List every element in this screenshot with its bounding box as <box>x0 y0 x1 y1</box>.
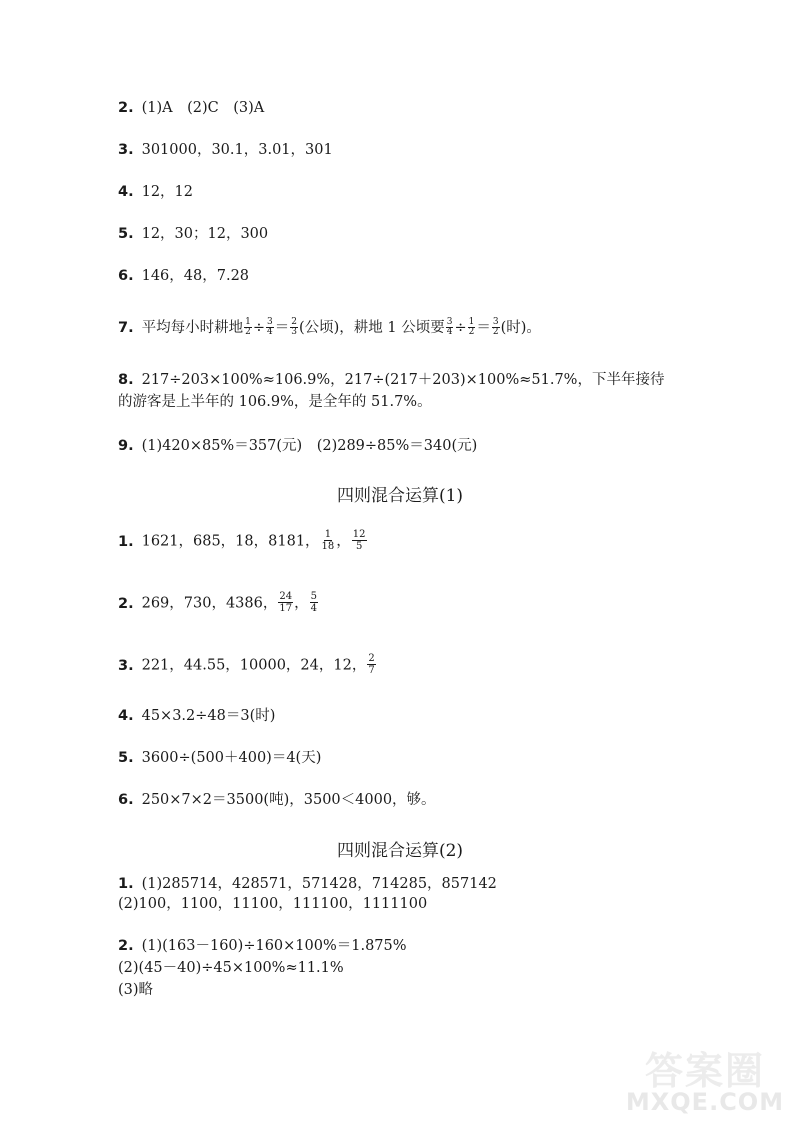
item-number: 3. <box>118 657 134 674</box>
item-text: 12，12 <box>141 184 194 200</box>
item-number: 2. <box>118 100 134 116</box>
item-text: 301000，30.1，3.01，301 <box>141 142 333 158</box>
section-title: 四则混合运算(2) <box>336 841 464 861</box>
item-number: 8. <box>118 372 134 388</box>
item-text: (1)A (2)C (3)A <box>141 100 265 116</box>
item-text: (2)100，1100，11100，111100，1111100 <box>118 896 428 912</box>
item-text: 217÷203×100%≈106.9%，217÷(217＋203)×100%≈51.7%，下半年接待 <box>141 372 665 388</box>
fraction: $\frac{1}{2}$ <box>468 316 475 337</box>
answer-item-3 <box>118 140 333 160</box>
answer-item-2: 2. 269，730，4386， $\frac{24}{17}$ ， $\frac{5}{4}$ <box>118 591 317 614</box>
answer-item-5 <box>118 748 321 768</box>
fraction: $\frac{3}{4}$ <box>446 316 453 337</box>
item-number: 5. <box>118 750 134 766</box>
answer-item-1 <box>118 874 497 894</box>
answer-item-2-cont <box>118 980 153 1000</box>
item-text: (1)420×85%＝357(元) (2)289÷85%＝340(元) <box>141 438 478 454</box>
watermark-url: MXQE.COM <box>625 1088 785 1116</box>
fraction: $\frac{2}{7}$ <box>368 653 375 676</box>
item-text: 250×7×2＝3500(吨)，3500＜4000，够。 <box>141 792 436 808</box>
answer-item-1-cont <box>118 894 427 914</box>
item-text: 146，48，7.28 <box>141 268 250 284</box>
section-title: 四则混合运算(1) <box>336 486 464 506</box>
item-number: 4. <box>118 708 134 724</box>
item-number: 6. <box>118 268 134 284</box>
answer-item-2 <box>118 98 264 118</box>
item-text: 12，30；12，300 <box>141 226 269 242</box>
fraction: $\frac{1}{18}$ <box>321 529 335 552</box>
watermark-text: 答案圈 <box>644 1049 765 1093</box>
answer-item-2 <box>118 936 407 956</box>
answer-item-2-cont <box>118 958 344 978</box>
answer-item-5 <box>118 224 268 244</box>
fraction: $\frac{12}{5}$ <box>352 529 366 552</box>
item-text: 1621，685，18，8181， <box>141 533 320 550</box>
item-text: 269，730，4386， <box>141 595 278 612</box>
item-number: 2. <box>118 938 134 954</box>
item-number: 4. <box>118 184 134 200</box>
answer-item-3 <box>118 654 377 677</box>
answer-item-4 <box>118 182 193 202</box>
answer-item-6 <box>118 790 436 810</box>
fraction: $\frac{24}{17}$ <box>279 591 293 614</box>
item-text: 3600÷(500＋400)＝4(天) <box>141 750 322 766</box>
item-number: 7. <box>118 320 134 336</box>
item-text: 平均每小时耕地 <box>141 320 244 336</box>
fraction: $\frac{2}{3}$ <box>291 316 297 337</box>
answer-item-9 <box>118 436 477 456</box>
fraction: $\frac{3}{4}$ <box>267 316 273 337</box>
answer-item-6 <box>118 266 249 286</box>
item-number: 1. <box>118 533 134 550</box>
item-text: 的游客是上半年的 106.9%，是全年的 51.7%。 <box>118 394 432 410</box>
item-number: 2. <box>118 595 134 612</box>
fraction: $\frac{3}{2}$ <box>492 316 499 337</box>
item-number: 5. <box>118 226 134 242</box>
item-number: 3. <box>118 142 134 158</box>
item-text: (1)285714，428571，571428，714285，857142 <box>141 876 497 892</box>
answer-item-8-cont <box>118 392 432 412</box>
answer-item-7: 7. 平均每小时耕地 $\frac{1}{2}$ ÷ $\frac{3}{4}$ ＝ $\frac{2}{3}$ (公顷)，耕地 1 公顷要 $\frac{3}{4}$ ÷ $\frac{1}{2}$ ＝ $\frac{3}{2}$ (时)。 <box>118 316 541 337</box>
fraction: $\frac{1}{2}$ <box>245 316 251 337</box>
answer-item-4 <box>118 706 275 726</box>
fraction: $\frac{5}{4}$ <box>310 591 317 614</box>
watermark-logo <box>625 1040 785 1120</box>
item-text: 221，44.55，10000，24，12， <box>141 657 367 674</box>
item-text: (2)(45－40)÷45×100%≈11.1% <box>118 960 344 976</box>
answer-item-8 <box>118 370 664 390</box>
item-text: (1)(163－160)÷160×100%＝1.875% <box>141 938 407 954</box>
item-number: 9. <box>118 438 134 454</box>
answer-item-1: 1. 1621，685，18，8181， $\frac{1}{18}$ ， $\frac{12}{5}$ <box>118 529 366 552</box>
item-number: 6. <box>118 792 134 808</box>
item-number: 1. <box>118 876 134 892</box>
item-text: (3)略 <box>118 982 154 998</box>
item-text: 45×3.2÷48＝3(时) <box>141 708 276 724</box>
